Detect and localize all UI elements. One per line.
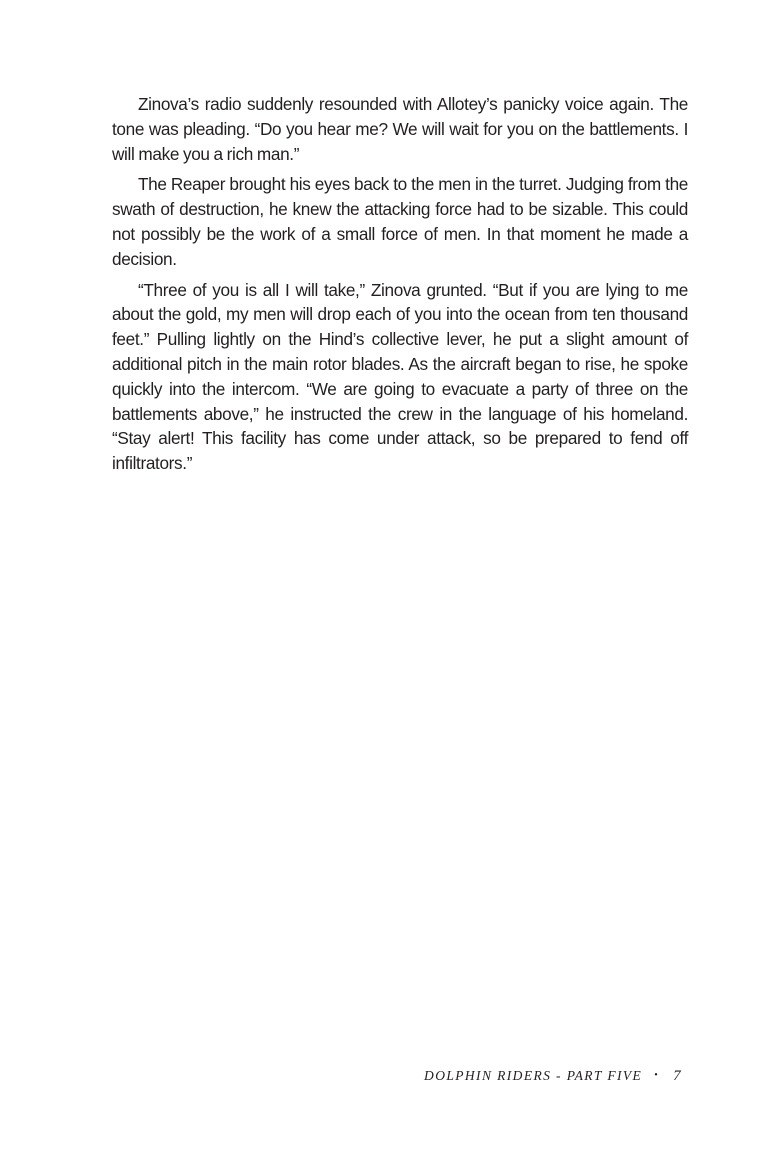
paragraph-1: Zinova’s radio suddenly resounded with Allotey’s panicky voice again. The tone was pleading. “Do you hear me? We will wait for you on the battlements. I will make you a rich man.” bbox=[112, 94, 688, 164]
page-footer bbox=[424, 1068, 682, 1085]
paragraph-2: The Reaper brought his eyes back to the men in the turret. Judging from the swath of destruction, he knew the attacking force had to be sizable. This could not possibly be the work of a small force of men. In that moment he made a decision. bbox=[112, 174, 688, 269]
paragraph-3: “Three of you is all I will take,” Zinova grunted. “But if you are lying to me about the gold, my men will drop each of you into the ocean from ten thousand feet.” Pulling lightly on the Hind’s collective lever, he put a slight amount of additional pitch in the main rotor blades. As the aircraft began to rise, he spoke quickly into the intercom. “We are going to evacuate a party of three on the battlements above,” he instructed the crew in the language of his homeland. “Stay alert! This facility has come under attack, so be prepared to fend off infiltrators.” bbox=[112, 279, 688, 474]
running-title: DOLPHIN RIDERS - PART FIVE bbox=[424, 1068, 643, 1083]
body-text bbox=[112, 92, 688, 482]
bullet-separator-icon: • bbox=[654, 1070, 660, 1081]
page-number: 7 bbox=[673, 1068, 682, 1084]
